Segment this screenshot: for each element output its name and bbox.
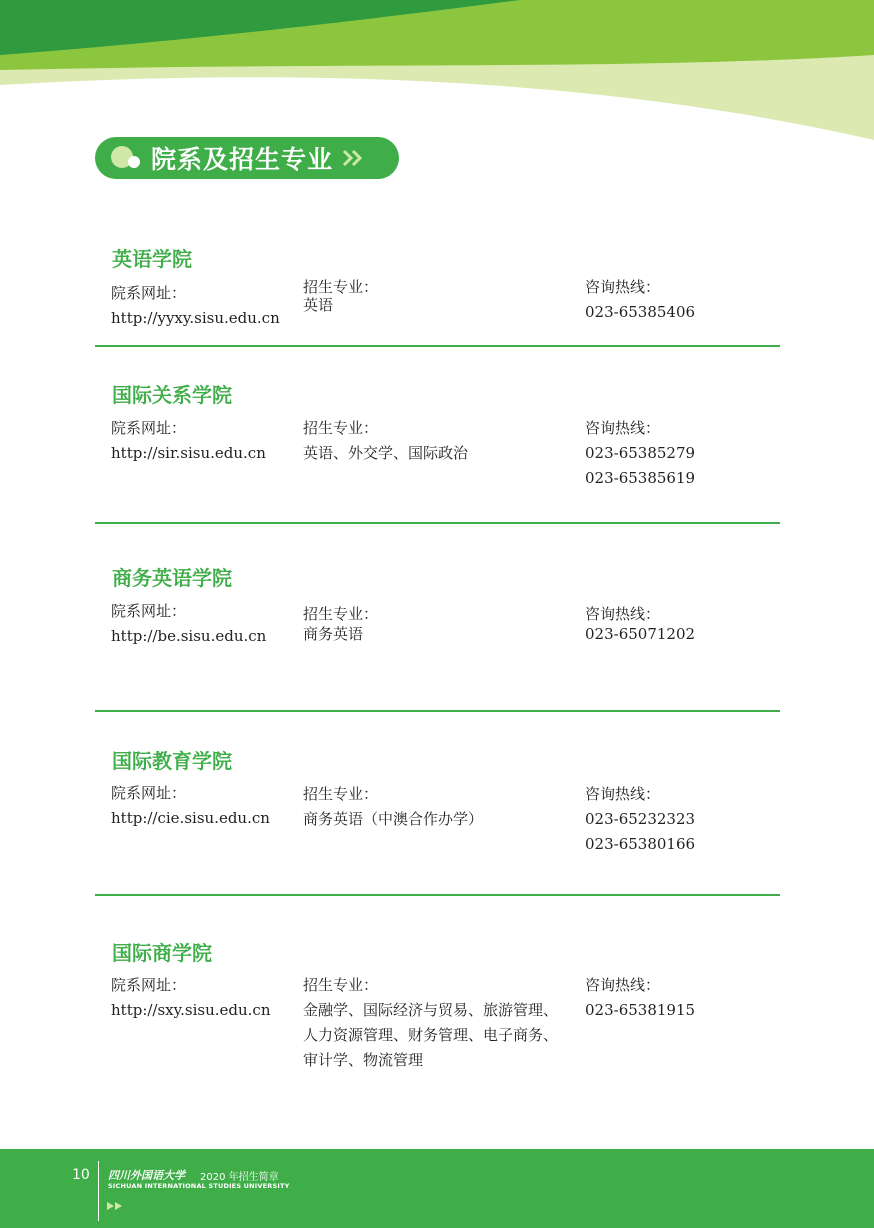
section-title: 院系及招生专业 bbox=[151, 145, 334, 174]
majors-label: 招生专业： bbox=[303, 605, 379, 623]
page-footer bbox=[0, 1149, 874, 1228]
website-column bbox=[111, 781, 270, 831]
hotline-label: 咨询热线： bbox=[585, 976, 661, 994]
page-number: 10 bbox=[72, 1167, 90, 1183]
college-name: 英语学院 bbox=[112, 247, 192, 271]
major-line: 金融学、国际经济与贸易、旅游管理、 bbox=[303, 1001, 559, 1019]
divider bbox=[95, 522, 780, 524]
admission-guide-title: 2020 年招生简章 bbox=[200, 1172, 279, 1183]
majors-label: 招生专业： bbox=[303, 278, 379, 296]
phone-number: 023-65385279 bbox=[585, 444, 696, 462]
website-link[interactable]: http://be.sisu.edu.cn bbox=[111, 627, 267, 645]
phone-number: 023-65380166 bbox=[585, 835, 696, 853]
majors-column bbox=[303, 416, 468, 466]
majors-label: 招生专业： bbox=[303, 976, 379, 994]
website-column bbox=[111, 599, 266, 649]
hotline-label: 咨询热线： bbox=[585, 605, 661, 623]
website-label: 院系网址： bbox=[111, 976, 187, 994]
college-name: 商务英语学院 bbox=[112, 566, 232, 590]
university-name-cn: 四川外国语大学 bbox=[108, 1169, 185, 1182]
university-name-en: SICHUAN INTERNATIONAL STUDIES UNIVERSITY bbox=[108, 1182, 290, 1190]
hotline-label: 咨询热线： bbox=[585, 278, 661, 296]
major-line: 英语、外交学、国际政治 bbox=[303, 444, 469, 462]
bubble-icon bbox=[95, 137, 151, 179]
hotline-column bbox=[585, 782, 695, 857]
major-line: 英语 bbox=[303, 296, 334, 314]
phone-number: 023-65385619 bbox=[585, 469, 696, 487]
phone-number: 023-65381915 bbox=[585, 1001, 696, 1019]
website-column bbox=[111, 416, 266, 466]
website-column bbox=[111, 281, 280, 331]
major-line: 审计学、物流管理 bbox=[303, 1051, 424, 1069]
major-line: 商务英语（中澳合作办学） bbox=[303, 810, 484, 828]
major-line: 商务英语 bbox=[303, 625, 364, 643]
hotline-column bbox=[585, 602, 695, 647]
double-chevron-icon bbox=[341, 149, 367, 167]
section-title-banner bbox=[95, 137, 399, 179]
college-name: 国际关系学院 bbox=[112, 383, 232, 407]
website-label: 院系网址： bbox=[111, 419, 187, 437]
majors-label: 招生专业： bbox=[303, 785, 379, 803]
hotline-column bbox=[585, 973, 695, 1023]
header-wave-graphic bbox=[0, 0, 874, 140]
major-line: 人力资源管理、财务管理、电子商务、 bbox=[303, 1026, 559, 1044]
majors-label: 招生专业： bbox=[303, 419, 379, 437]
divider bbox=[95, 345, 780, 347]
hotline-column bbox=[585, 416, 695, 491]
website-link[interactable]: http://sxy.sisu.edu.cn bbox=[111, 1001, 271, 1019]
phone-number: 023-65232323 bbox=[585, 810, 696, 828]
footer-divider bbox=[98, 1161, 99, 1221]
website-link[interactable]: http://cie.sisu.edu.cn bbox=[111, 809, 270, 827]
hotline-label: 咨询热线： bbox=[585, 785, 661, 803]
majors-column bbox=[303, 973, 558, 1073]
website-label: 院系网址： bbox=[111, 784, 187, 802]
website-label: 院系网址： bbox=[111, 602, 187, 620]
website-link[interactable]: http://sir.sisu.edu.cn bbox=[111, 444, 266, 462]
majors-column bbox=[303, 782, 483, 832]
phone-number: 023-65385406 bbox=[585, 303, 696, 321]
website-column bbox=[111, 973, 270, 1023]
phone-number: 023-65071202 bbox=[585, 625, 696, 643]
hotline-label: 咨询热线： bbox=[585, 419, 661, 437]
college-name: 国际商学院 bbox=[112, 941, 212, 965]
majors-column bbox=[303, 602, 378, 647]
hotline-column bbox=[585, 275, 695, 325]
fast-forward-icon bbox=[106, 1201, 124, 1211]
college-name: 国际教育学院 bbox=[112, 749, 232, 773]
divider bbox=[95, 894, 780, 896]
majors-column bbox=[303, 275, 378, 318]
website-link[interactable]: http://yyxy.sisu.edu.cn bbox=[111, 309, 280, 327]
divider bbox=[95, 710, 780, 712]
website-label: 院系网址： bbox=[111, 284, 187, 302]
